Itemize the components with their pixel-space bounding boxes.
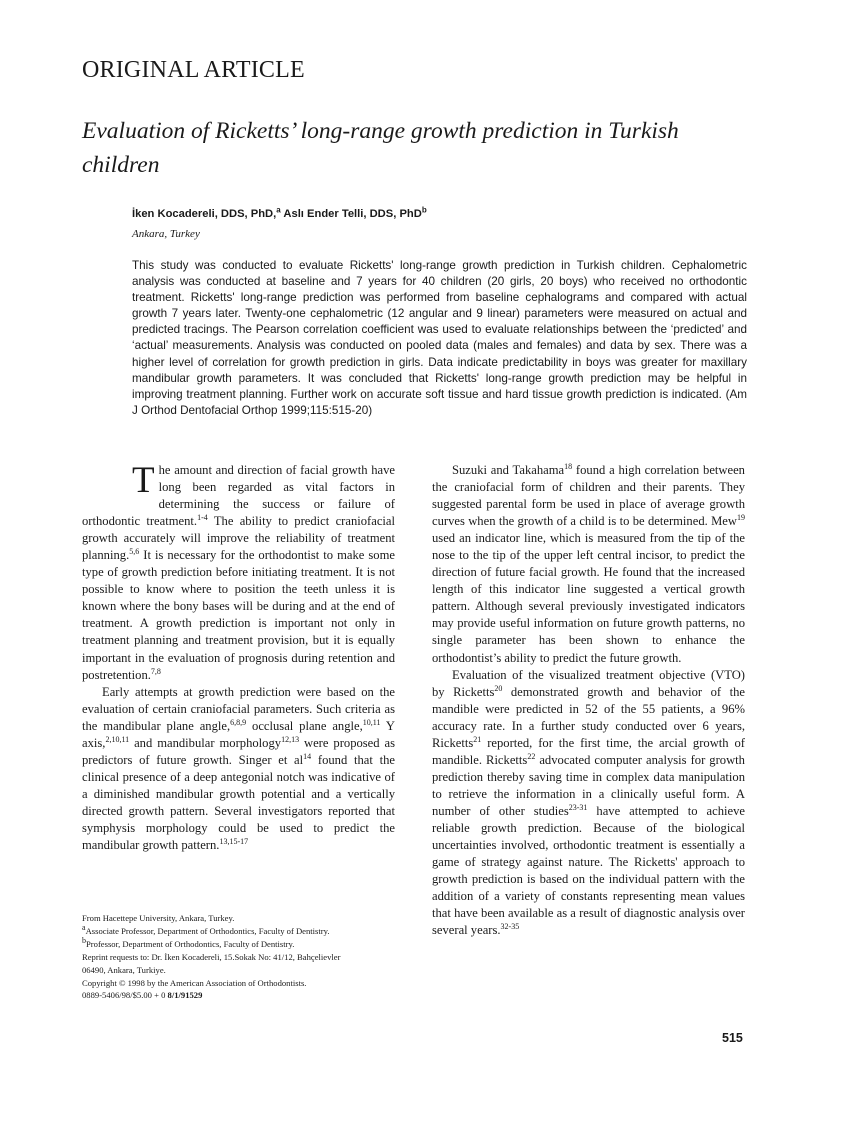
citation: 12,13 [281, 734, 300, 744]
footnote-affiliation: From Hacettepe University, Ankara, Turkey. [82, 913, 235, 923]
body-column-right [432, 462, 745, 939]
footnotes [82, 912, 402, 1002]
citation: 5,6 [129, 547, 140, 557]
footnote-copyright: Copyright © 1998 by the American Association of Orthodontists. [82, 977, 307, 988]
citation: 18 [564, 461, 573, 471]
citation: 22 [527, 751, 536, 761]
section-label: ORIGINAL ARTICLE [82, 57, 305, 83]
author-2-affiliation-mark: b [421, 205, 427, 215]
citation: 32-35 [500, 922, 520, 932]
body-paragraph: The amount and direction of facial growth have long been regarded as vital factors in determining the success or failure of orthodontic treatment.$^{1-4}$ The ability to predict craniofacial growth accurately will improve the reliability of treatment planning.$^{5,6}$ It is necessary for the orthodontist to make some type of growth prediction before initiating treatment. It is not possible to know where to position the teeth unless it is known where the bony bases will be during and at the end of treatment. A growth prediction is important not only in treatment planning and treatment provision, but it is equally important in the evaluation of prognosis during retention and postretention.$^{7,8}$ [82, 460, 395, 682]
author-1: İken Kocadereli, DDS, PhD, [132, 208, 277, 220]
author-location: Ankara, Turkey [132, 228, 200, 240]
body-paragraph: Evaluation of the visualized treatment objective (VTO) by Ricketts$^{20}$ demonstrated growth and behavior of the mandible were predicted in 52 of the 55 patients, a 96% accuracy rate. In a further study conducted over 6 years, Ricketts$^{21}$ reported, for the first time, the arcial growth of mandible. Ricketts$^{22}$ advocated computer analysis for growth prediction thereby saving time in complex data manipulation to retrieve the information in a clinically useful form. A number of other studies$^{23-31}$ have attempted to achieve reliable growth prediction. Because of the biological uncertainties involved, orthodontic treatment is essentially a game of strategy against nature. The Ricketts' approach to growth prediction is based on the individual pattern with the addition of a variety of constants representing mean values that have been available as a result of diagnostic analysis over several years.$^{32-35}$ [432, 667, 745, 938]
footnote-b: $^b$Professor, Department of Orthodontics, Faculty of Dentistry. [82, 935, 295, 949]
citation: 6,8,9 [230, 717, 247, 727]
body-paragraph: Early attempts at growth prediction were based on the evaluation of certain craniofacial parameters. Such criteria as the mandibular plane angle,$^{6,8,9}$ occlusal plane angle,$^{10,11}$ Y axis,$^{2,10,11}$ and mandibular morphology$^{12,13}$ were proposed as predictors of future growth. Singer et $al^{14}$ found that the clinical presence of a deep antegonial notch was indicative of a diminished mandibular growth potential and a vertically directed growth pattern. Several investigators reported that symphysis morphology could be used to predict the mandibular growth pattern.$^{13,15-17}$ [82, 684, 395, 853]
citation: 13,15-17 [219, 836, 249, 846]
citation: 1-4 [197, 512, 208, 522]
citation: 10,11 [362, 717, 381, 727]
author-2: Aslı Ender Telli, DDS, PhD [280, 208, 422, 220]
abstract: This study was conducted to evaluate Ricketts' long-range growth prediction in Turkish children. Cephalometric analysis was conducted at baseline and 7 years for 40 children (20 girls, 20 boys) who received no orthodontic treatment. Ricketts' long-range prediction was performed from baseline cephalograms and compared with actual growth 7 years later. Twenty-one cephalometric (12 angular and 9 linear) parameters were measured on actual and predicted tracings. The Pearson correlation coefficient was used to evaluate relationships between the ‘predicted’ and ‘actual’ measurements. Analysis was conducted on pooled data (males and females) and data by sex. There was a higher level of correlation for growth prediction in girls. Data indicate predictability in boys was greater for maxillary mandibular growth parameters. It was concluded that Ricketts' long-range growth prediction may be helpful in improving treatment planning. Further work on accurate soft tissue and hard tissue growth prediction is indicated. (Am J Orthod Dentofacial Orthop 1999;115:515-20) [132, 259, 747, 417]
citation: 19 [737, 512, 745, 522]
citation: 20 [494, 683, 503, 693]
footnote-code: 0889-5406/98/$5.00 + 0 8/1/91529 [82, 990, 203, 1001]
citation: 14 [303, 751, 312, 761]
footnote-reprint-address: 06490, Ankara, Turkiye. [82, 964, 166, 975]
footnote-a: $^a$Associate Professor, Department of Orthodontics, Faculty of Dentistry. [82, 923, 330, 936]
body-paragraph: Suzuki and Takahama$^{18}$ found a high correlation between the craniofacial form of children and their parents. They suggested parental form be used in place of average growth curves when the growth of a child is to be determined. Mew$^{19}$ used an indicator line, which is measured from the tip of the nose to the tip of the upper left central incisor, to predict the direction of future facial growth. He found that the increased length of this indicator line suggested a vertical growth pattern. Although several previously investigated indicators may provide useful information on future growth patterns, no single parameter has been shown to enhance the orthodontist’s ability to predict the future growth. [432, 461, 745, 665]
citation: 21 [473, 734, 482, 744]
article-title: Evaluation of Ricketts’ long-range growth prediction in Turkish children [82, 118, 679, 178]
citation: 2,10,11 [105, 734, 130, 744]
body-column-left [82, 462, 395, 854]
drop-cap: T [132, 460, 155, 501]
author-line [132, 205, 427, 220]
citation: 7,8 [150, 666, 161, 676]
page-number: 515 [722, 1031, 743, 1045]
footnote-reprint: Reprint requests to: Dr. İken Kocadereli, 15.Sokak No: 41/12, Bahçelievler [82, 951, 341, 962]
author-1-affiliation-mark: a [276, 205, 281, 215]
citation: 23-31 [568, 802, 588, 812]
